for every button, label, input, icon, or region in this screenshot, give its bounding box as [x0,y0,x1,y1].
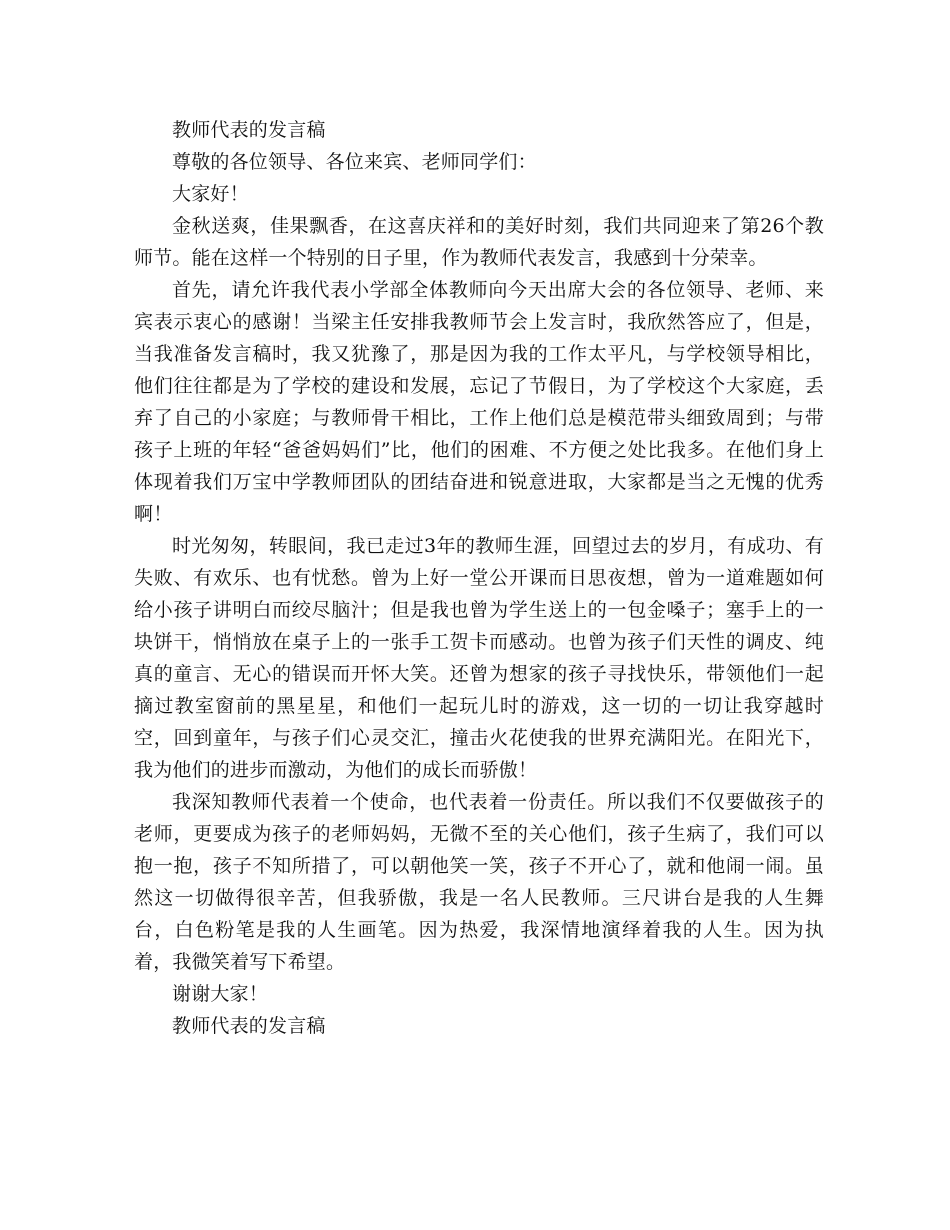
paragraph-thanks: 首先，请允许我代表小学部全体教师向今天出席大会的各位领导、老师、来宾表示衷心的感谢！当梁主任安排我教师节会上发言时，我欣然答应了，但是，当我准备发言稿时，我又犹豫了，那是因为我的工作太平凡，与学校领导相比，他们往往都是为了学校的建设和发展，忘记了节假日，为了学校这个大家庭，丢弃了自己的小家庭；与教师骨干相比，工作上他们总是模范带头细致周到；与带孩子上班的年轻“爸爸妈妈们”比，他们的困难、不方便之处比我多。在他们身上体现着我们万宝中学教师团队的团结奋进和锐意进取，大家都是当之无愧的优秀啊！ [134,279,824,525]
closing: 谢谢大家！ [172,983,269,1005]
paragraph-mission: 我深知教师代表着一个使命，也代表着一份责任。所以我们不仅要做孩子的老师，更要成为孩子的老师妈妈，无微不至的关心他们，孩子生病了，我们可以抱一抱，孩子不知所措了，可以朝他笑一笑，孩子不开心了，就和他闹一闹。虽然这一切做得很辛苦，但我骄傲，我是一名人民教师。三尺讲台是我的人生舞台，白色粉笔是我的人生画笔。因为热爱，我深情地演绎着我的人生。因为执着，我微笑着写下希望。 [134,791,824,973]
greeting: 大家好！ [172,183,249,205]
document-title: 教师代表的发言稿 [172,119,326,141]
document-body [134,114,824,1042]
footer-title: 教师代表的发言稿 [172,1015,326,1037]
paragraph-opening: 金秋送爽，佳果飘香，在这喜庆祥和的美好时刻，我们共同迎来了第26个教师节。能在这样一个特别的日子里，作为教师代表发言，我感到十分荣幸。 [134,215,824,269]
paragraph-memories: 时光匆匆，转眼间，我已走过3年的教师生涯，回望过去的岁月，有成功、有失败、有欢乐、也有忧愁。曾为上好一堂公开课而日思夜想，曾为一道难题如何给小孩子讲明白而绞尽脑汁；但是我也曾为学生送上的一包金嗓子；塞手上的一块饼干，悄悄放在桌子上的一张手工贺卡而感动。也曾为孩子们天性的调皮、纯真的童言、无心的错误而开怀大笑。还曾为想家的孩子寻找快乐，带领他们一起摘过教室窗前的黑星星，和他们一起玩儿时的游戏，这一切的一切让我穿越时空，回到童年，与孩子们心灵交汇，撞击火花使我的世界充满阳光。在阳光下，我为他们的进步而激动，为他们的成长而骄傲！ [134,535,824,781]
salutation: 尊敬的各位领导、各位来宾、老师同学们： [172,151,537,173]
